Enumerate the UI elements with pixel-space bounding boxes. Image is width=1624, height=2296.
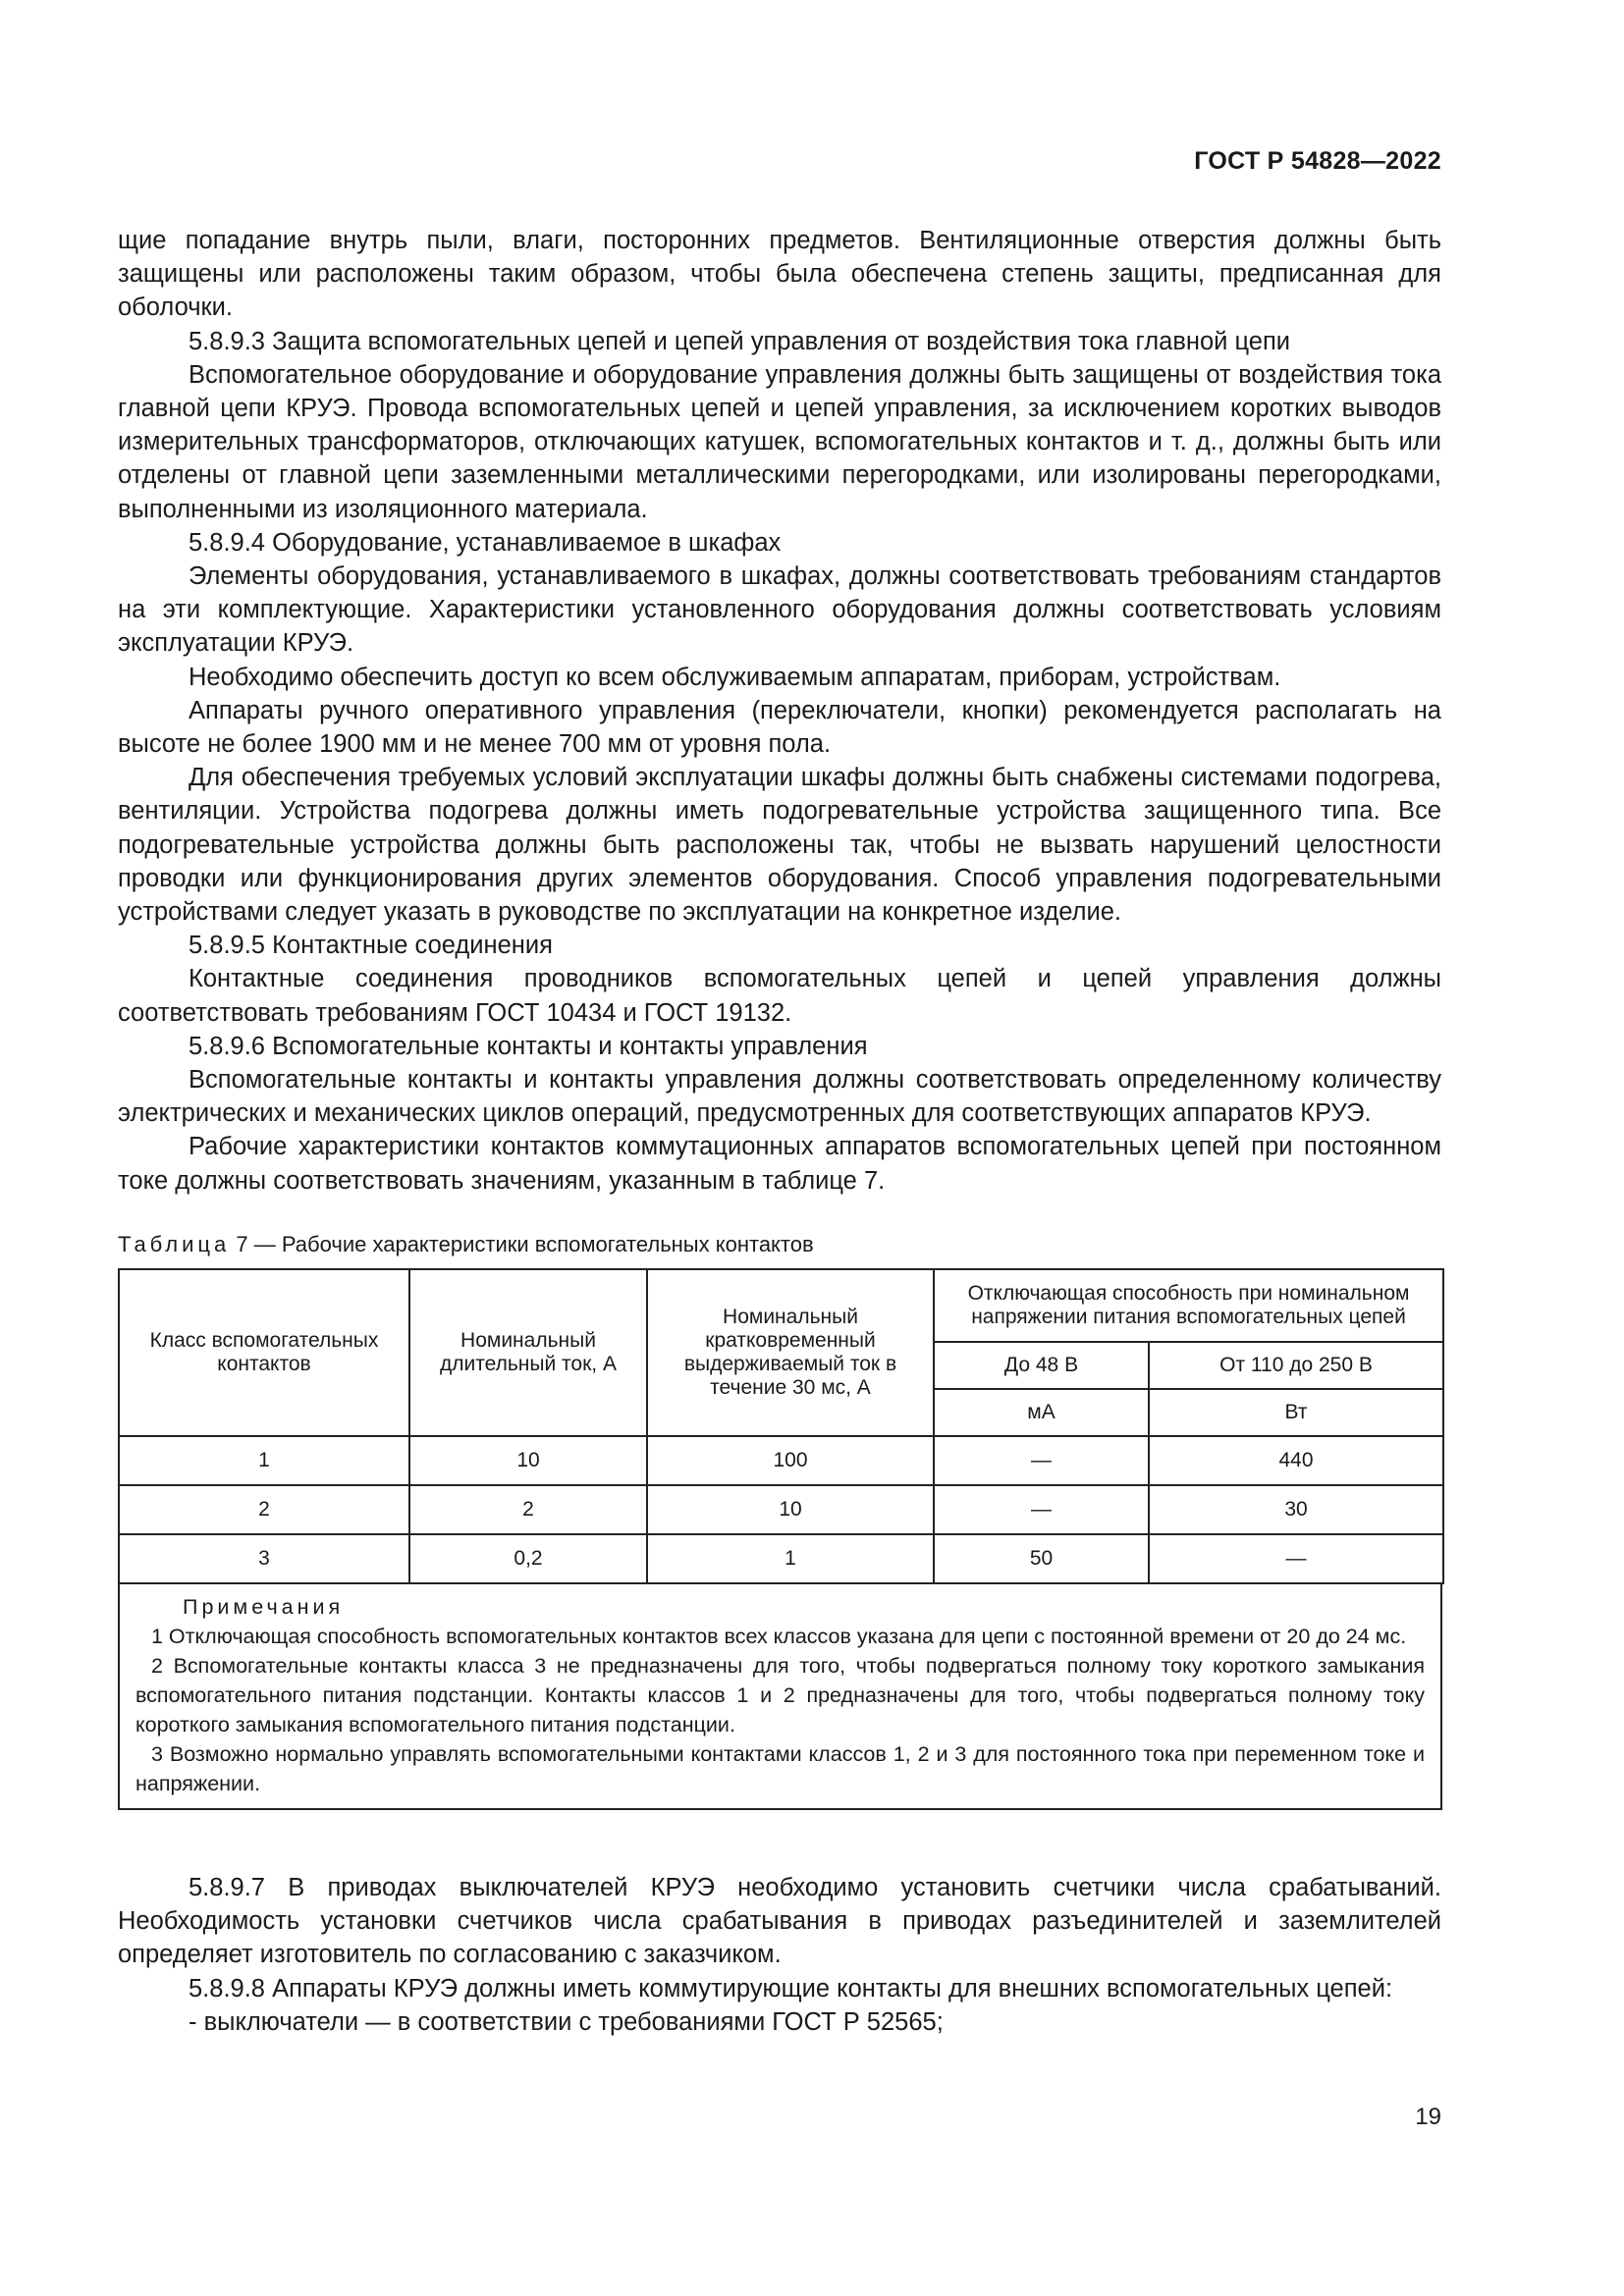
table-cell: 10 (647, 1485, 934, 1534)
table-cell: 1 (119, 1436, 409, 1485)
characteristics-table (118, 1268, 1444, 1584)
section-heading-5894: 5.8.9.4 Оборудование, устанавливаемое в шкафах (189, 528, 782, 557)
section-heading-5895: 5.8.9.5 Контактные соединения (189, 932, 553, 960)
paragraph: щие попадание внутрь пыли, влаги, посторонних предметов. Вентиляционные отверстия должны быть защищены или расположены таким образом, чтобы была обеспечена степень защиты, предписанная для оболочки. (118, 227, 1441, 322)
header-breaking-capacity: Отключающая способность при номинальном напряжении питания вспомогательных цепей (934, 1269, 1443, 1342)
header-up-to-48v: До 48 В (934, 1342, 1149, 1389)
list-item: - выключатели — в соответствии с требованиями ГОСТ Р 52565; (189, 2007, 944, 2036)
header-short-time-current: Номинальный кратковременный выдерживаемый ток в течение 30 мс, А (647, 1269, 934, 1436)
table-cell: 440 (1149, 1436, 1443, 1485)
table-header-row (119, 1269, 1443, 1342)
table-cell: 1 (647, 1534, 934, 1583)
table-caption (118, 1231, 814, 1258)
note-item: 3 Возможно нормально управлять вспомогательными контактами классов 1, 2 и 3 для постоянного тока при переменном токе и напряжении. (135, 1742, 1425, 1795)
table-row (119, 1534, 1443, 1583)
table-notes (118, 1584, 1442, 1810)
table-cell: — (934, 1436, 1149, 1485)
table-7 (118, 1268, 1442, 1810)
note-item: 1 Отключающая способность вспомогательных контактов всех классов указана для цепи с постоянной времени от 20 до 24 мс. (151, 1625, 1407, 1648)
paragraph: Вспомогательные контакты и контакты управления должны соответствовать определенному количеству электрических и механических циклов операций, предусмотренных для соответствующих аппаратов КРУЭ. (118, 1066, 1441, 1128)
table-row (119, 1436, 1443, 1485)
table-cell: 2 (409, 1485, 647, 1534)
paragraph: 5.8.9.8 Аппараты КРУЭ должны иметь коммутирующие контакты для внешних вспомогательных цепей: (189, 1974, 1393, 2002)
paragraph: Необходимо обеспечить доступ ко всем обслуживаемым аппаратам, приборам, устройствам. (189, 663, 1281, 691)
header-unit-ma: мА (934, 1389, 1149, 1436)
header-unit-w: Вт (1149, 1389, 1443, 1436)
paragraph: Элементы оборудования, устанавливаемого в шкафах, должны соответствовать требованиям стандартов на эти комплектующие. Характеристики установленного оборудования должны соответствовать условиям эксплуатации КРУЭ. (118, 562, 1441, 658)
header-class: Класс вспомогательных контактов (119, 1269, 409, 1436)
section-heading-5896: 5.8.9.6 Вспомогательные контакты и контакты управления (189, 1032, 868, 1060)
body-text-top (118, 224, 1441, 1198)
table-cell: 2 (119, 1485, 409, 1534)
section-heading-5893: 5.8.9.3 Защита вспомогательных цепей и цепей управления от воздействия тока главной цепи (189, 327, 1291, 355)
paragraph: Рабочие характеристики контактов коммутационных аппаратов вспомогательных цепей при постоянном токе должны соответствовать значениям, указанным в таблице 7. (118, 1133, 1441, 1195)
paragraph: Аппараты ручного оперативного управления (переключатели, кнопки) рекомендуется располагать на высоте не более 1900 мм и не менее 700 мм от уровня пола. (118, 696, 1441, 759)
paragraph: Для обеспечения требуемых условий эксплуатации шкафы должны быть снабжены системами подогрева, вентиляции. Устройства подогрева должны иметь подогревательные устройства защищенного типа. Все подогревательные устройства должны быть расположены так, чтобы не вызвать нарушений целостности проводки или функционирования других элементов оборудования. Способ управления подогревательными устройствами следует указать в руководстве по эксплуатации на конкретное изделие. (118, 764, 1441, 927)
table-cell: 0,2 (409, 1534, 647, 1583)
body-text-bottom (118, 1871, 1441, 2039)
notes-title: Примечания (183, 1595, 345, 1619)
table-cell: — (1149, 1534, 1443, 1583)
document-header: ГОСТ Р 54828—2022 (1194, 147, 1441, 175)
header-rated-current: Номинальный длительный ток, А (409, 1269, 647, 1436)
table-cell: 3 (119, 1534, 409, 1583)
paragraph: Вспомогательное оборудование и оборудование управления должны быть защищены от воздействия тока главной цепи КРУЭ. Провода вспомогательных цепей и цепей управления, за исключением коротких выводов измерительных трансформаторов, отключающих катушек, вспомогательных контактов и т. д., должны быть или отделены от главной цепи заземленными металлическими перегородками, или изолированы перегородками, выполненными из изоляционного материала. (118, 360, 1441, 523)
note-item: 2 Вспомогательные контакты класса 3 не предназначены для того, чтобы подвергаться полному току короткого замыкания вспомогательного питания подстанции. Контакты классов 1 и 2 предназначены для того, чтобы подвергаться полному току короткого замыкания вспомогательного питания подстанции. (135, 1654, 1425, 1736)
table-cell: 10 (409, 1436, 647, 1485)
page-number: 19 (1415, 2104, 1441, 2130)
paragraph: 5.8.9.7 В приводах выключателей КРУЭ необходимо установить счетчики числа срабатываний. Необходимость установки счетчиков числа срабатывания в приводах разъединителей и заземлителей определяет изготовитель по согласованию с заказчиком. (118, 1874, 1441, 1969)
header-110-250v: От 110 до 250 В (1149, 1342, 1443, 1389)
table-cell: 30 (1149, 1485, 1443, 1534)
table-caption-text: 7 — Рабочие характеристики вспомогательных контактов (230, 1232, 814, 1256)
table-cell: — (934, 1485, 1149, 1534)
table-cell: 100 (647, 1436, 934, 1485)
paragraph: Контактные соединения проводников вспомогательных цепей и цепей управления должны соответствовать требованиям ГОСТ 10434 и ГОСТ 19132. (118, 965, 1441, 1027)
table-caption-word: Таблица (118, 1232, 231, 1256)
table-row (119, 1485, 1443, 1534)
table-cell: 50 (934, 1534, 1149, 1583)
